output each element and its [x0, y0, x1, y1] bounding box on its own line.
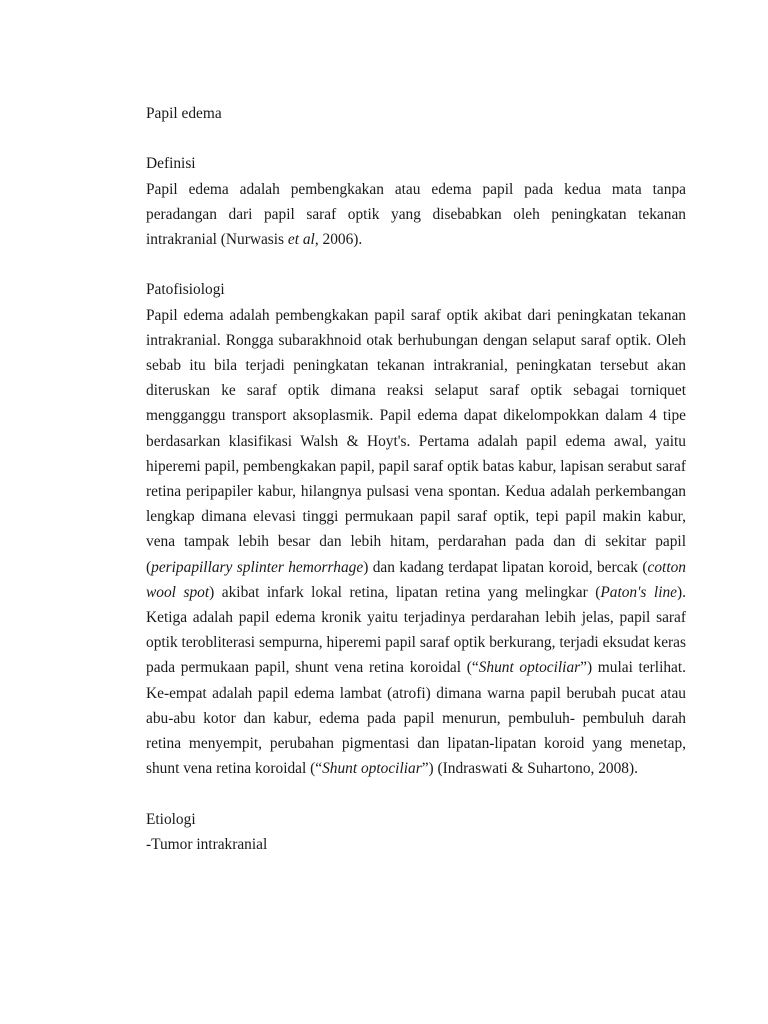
section-heading-etiologi: Etiologi	[146, 810, 196, 828]
text-run: Papil edema adalah pembengkakan papil saraf optik akibat dari peningkatan tekanan intrakranial. Rongga subarakhnoid otak berhubungan dengan selaput saraf optik. Oleh sebab itu bila terjadi peningkatan tekanan intrakranial, peningkatan tersebut akan diteruskan ke saraf optik dimana reaksi selaput saraf optik sebagai torniquet mengganggu transport aksoplasmik. Papil edema dapat dikelompokkan dalam 4 tipe berdasarkan klasifikasi Walsh & Hoyt's. Pertama adalah papil edema awal, yaitu hiperemi papil, pembengkakan papil, papil saraf optik batas kabur, lapisan serabut saraf retina peripapiler kabur, hilangnya pulsasi vena spontan. Kedua adalah perkembangan lengkap dimana elevasi tinggi permukaan papil saraf optik, tepi papil makin kabur, vena tampak lebih besar dan lebih hitam, perdarahan pada dan di sekitar papil (	[146, 306, 686, 576]
list-item-etiologi: -Tumor intrakranial	[146, 835, 268, 853]
italic-text-run: Shunt optociliar	[322, 760, 422, 778]
spacer	[146, 126, 686, 151]
italic-text-run: cotton wool spot	[146, 558, 686, 601]
italic-text-run: et al	[287, 231, 315, 248]
text-run: , 2006).	[314, 231, 363, 248]
text-run: ”) mulai terlihat. Ke-empat adalah papil edema lambat (atrofi) dimana warna papil berubah pucat atau abu-abu kotor dan kabur, edema pada papil menurun, pembuluh- pembuluh darah retina menyempit, perubahan pigmentasi dan lipatan-lipatan koroid yang menetap, shunt vena retina koroidal (“	[146, 659, 686, 778]
italic-text-run: Paton's line	[600, 583, 678, 601]
document-title: Papil edema	[146, 105, 222, 122]
section-heading-definisi: Definisi	[146, 155, 196, 173]
paragraph-definisi	[146, 177, 686, 253]
spacer	[146, 781, 686, 806]
paragraph-patofisiologi	[146, 303, 686, 782]
italic-text-run: Shunt optociliar	[478, 659, 581, 677]
document-body	[146, 101, 686, 857]
text-run: ) akibat infark lokal retina, lipatan retina yang melingkar (	[209, 583, 601, 601]
section-heading-patofisiologi: Patofisiologi	[146, 281, 225, 299]
italic-text-run: peripapillary splinter hemorrhage	[151, 558, 364, 576]
text-run: Papil edema adalah pembengkakan atau edema papil pada kedua mata tanpa peradangan dari papil saraf optik yang disebabkan oleh peningkatan tekanan intrakranial (Nurwasis	[146, 180, 686, 248]
text-run: ) dan kadang terdapat lipatan koroid, bercak (	[363, 558, 648, 576]
spacer	[146, 252, 686, 277]
text-run: ). Ketiga adalah papil edema kronik yaitu terjadinya perdarahan lebih jelas, papil saraf optik terobliterasi sempurna, hiperemi papil saraf optik berkurang, terjadi eksudat keras pada permukaan papil, shunt vena retina koroidal (“	[146, 583, 686, 677]
text-run: ”) (Indraswati & Suhartono, 2008).	[421, 760, 638, 778]
